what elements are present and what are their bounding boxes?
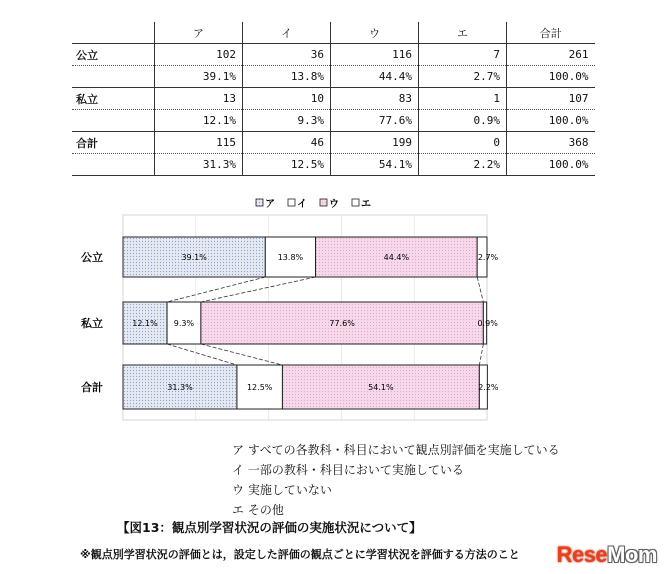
data-label: 2.2% bbox=[478, 383, 499, 392]
table-cell: 10 bbox=[243, 88, 331, 110]
connector-line bbox=[167, 277, 265, 302]
data-label: 12.5% bbox=[246, 383, 273, 392]
connector-line bbox=[201, 344, 283, 365]
table-cell: 36 bbox=[243, 44, 331, 66]
data-label: 44.4% bbox=[383, 253, 410, 262]
table-cell: 102 bbox=[155, 44, 243, 66]
legend-swatch bbox=[288, 199, 295, 206]
table-cell: 54.1% bbox=[331, 154, 419, 176]
table-cell: 115 bbox=[155, 132, 243, 154]
table-cell: 77.6% bbox=[331, 110, 419, 132]
table-cell: 100.0% bbox=[507, 66, 595, 88]
table-cell: 261 bbox=[507, 44, 595, 66]
legend-swatch bbox=[352, 199, 359, 206]
legend-label: ア bbox=[265, 199, 275, 210]
table-cell: 83 bbox=[331, 88, 419, 110]
table-cell: 39.1% bbox=[155, 66, 243, 88]
table-cell: 368 bbox=[507, 132, 595, 154]
row-label-public: 公立 bbox=[72, 44, 155, 66]
table-cell: 31.3% bbox=[155, 154, 243, 176]
resemom-logo bbox=[557, 542, 657, 568]
table-cell: 12.1% bbox=[155, 110, 243, 132]
row-label-private: 私立 bbox=[72, 88, 155, 110]
table-cell: 12.5% bbox=[243, 154, 331, 176]
legend-item-e: エ その他 bbox=[232, 503, 284, 517]
logo-prefix: Rese bbox=[556, 542, 608, 567]
chart-bars bbox=[123, 237, 499, 409]
legend-label: ウ bbox=[329, 199, 339, 210]
table-cell: 116 bbox=[331, 44, 419, 66]
data-label: 54.1% bbox=[368, 383, 394, 392]
connector-line bbox=[201, 277, 316, 302]
table-cell: 0 bbox=[419, 132, 507, 154]
table-header-e: エ bbox=[419, 22, 507, 44]
data-label: 0.9% bbox=[477, 319, 498, 328]
legend-swatch bbox=[256, 199, 263, 206]
table-cell: 2.2% bbox=[419, 154, 507, 176]
table-header-a: ア bbox=[155, 22, 243, 44]
category-labels bbox=[81, 250, 103, 394]
data-label: 31.3% bbox=[167, 383, 193, 392]
category-label: 合計 bbox=[81, 381, 103, 394]
table-cell: 9.3% bbox=[243, 110, 331, 132]
table-header-i: イ bbox=[243, 22, 331, 44]
table-cell: 13 bbox=[155, 88, 243, 110]
connector-line bbox=[477, 277, 483, 302]
category-label: 私立 bbox=[81, 317, 103, 330]
legend-swatch bbox=[320, 199, 327, 206]
table-cell: 46 bbox=[243, 132, 331, 154]
chart-legend bbox=[256, 198, 371, 210]
row-label-total: 合計 bbox=[72, 132, 155, 154]
table-cell: 13.8% bbox=[243, 66, 331, 88]
table-cell: 199 bbox=[331, 132, 419, 154]
table-cell: 2.7% bbox=[419, 66, 507, 88]
figure-caption: 【図13：観点別学習状況の評価の実施状況について】 bbox=[117, 520, 422, 535]
legend-item-u: ウ 実施していない bbox=[232, 483, 332, 497]
table-cell: 107 bbox=[507, 88, 595, 110]
category-label: 公立 bbox=[81, 251, 103, 264]
legend-label: イ bbox=[297, 199, 307, 210]
legend-descriptions bbox=[232, 440, 560, 520]
legend-item-i: イ 一部の教科・科目において実施している bbox=[232, 463, 464, 477]
legend-label: エ bbox=[361, 199, 371, 210]
table-cell: 1 bbox=[419, 88, 507, 110]
table-header-total: 合計 bbox=[507, 22, 595, 44]
data-label: 13.8% bbox=[277, 253, 304, 262]
data-label: 77.6% bbox=[329, 319, 355, 328]
connector-line bbox=[479, 344, 483, 365]
legend-item-a: ア すべての各教科・科目において観点別評価を実施している bbox=[232, 443, 560, 457]
data-label: 12.1% bbox=[132, 319, 158, 328]
data-label: 2.7% bbox=[477, 253, 499, 262]
data-label: 9.3% bbox=[173, 319, 195, 328]
table-cell: 7 bbox=[419, 44, 507, 66]
table-header-u: ウ bbox=[331, 22, 419, 44]
data-label: 39.1% bbox=[181, 253, 207, 262]
logo-suffix: Mom bbox=[607, 542, 657, 567]
table-cell: 44.4% bbox=[331, 66, 419, 88]
connector-line bbox=[167, 344, 237, 365]
table-cell: 0.9% bbox=[419, 110, 507, 132]
footnote: ※観点別学習状況の評価とは，設定した評価の観点ごとに学習状況を評価する方法のこと bbox=[80, 548, 520, 561]
table-cell: 100.0% bbox=[507, 110, 595, 132]
table-cell: 100.0% bbox=[507, 154, 595, 176]
